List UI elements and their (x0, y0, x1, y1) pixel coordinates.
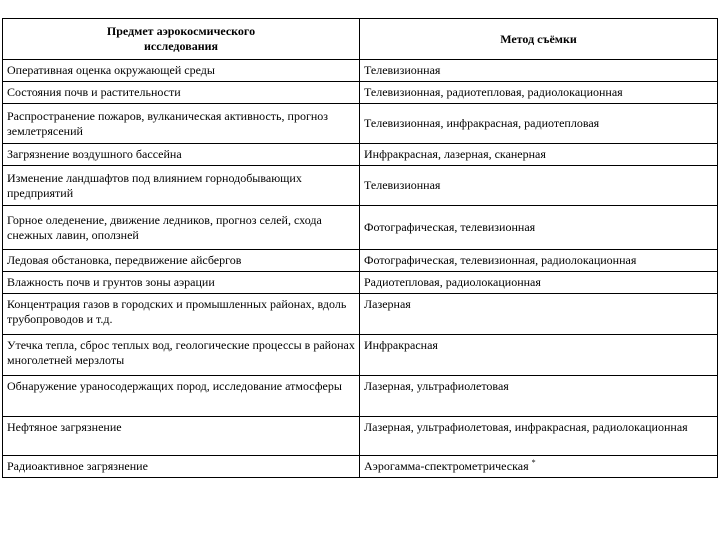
subject-cell: Концентрация газов в городских и промышленных районах, вдоль трубопроводов и т.д. (3, 294, 360, 335)
method-cell: Фотографическая, телевизионная, радиолокационная (360, 250, 718, 272)
subject-cell: Горное оледенение, движение ледников, прогноз селей, схода снежных лавин, оползней (3, 206, 360, 250)
method-cell: Телевизионная (360, 60, 718, 82)
footnote-mark: * (531, 458, 536, 467)
method-cell: Телевизионная (360, 166, 718, 206)
subject-cell: Оперативная оценка окружающей среды (3, 60, 360, 82)
header-method: Метод съёмки (360, 19, 718, 60)
table-row (3, 294, 718, 335)
header-row (3, 19, 718, 60)
method-cell: Телевизионная, радиотепловая, радиолокационная (360, 82, 718, 104)
method-cell: Инфракрасная (360, 335, 718, 376)
method-cell: Фотографическая, телевизионная (360, 206, 718, 250)
method-cell: Инфракрасная, лазерная, сканерная (360, 144, 718, 166)
table-row (3, 272, 718, 294)
subject-cell: Изменение ландшафтов под влиянием горнодобывающих предприятий (3, 166, 360, 206)
method-cell: Телевизионная, инфракрасная, радиотепловая (360, 104, 718, 144)
survey-methods-table (2, 18, 718, 478)
method-cell (360, 456, 718, 478)
subject-cell: Распространение пожаров, вулканическая активность, прогноз землетрясений (3, 104, 360, 144)
header-subject: Предмет аэрокосмического исследования (3, 19, 360, 60)
subject-cell: Влажность почв и грунтов зоны аэрации (3, 272, 360, 294)
table-row (3, 376, 718, 417)
table-row (3, 104, 718, 144)
subject-cell: Состояния почв и растительности (3, 82, 360, 104)
table-row (3, 206, 718, 250)
subject-cell: Радиоактивное загрязнение (3, 456, 360, 478)
method-cell: Лазерная (360, 294, 718, 335)
table-row (3, 82, 718, 104)
table-row (3, 60, 718, 82)
method-cell: Радиотепловая, радиолокационная (360, 272, 718, 294)
method-cell: Лазерная, ультрафиолетовая (360, 376, 718, 417)
subject-cell: Ледовая обстановка, передвижение айсбергов (3, 250, 360, 272)
subject-cell: Нефтяное загрязнение (3, 417, 360, 456)
table-row (3, 250, 718, 272)
subject-cell: Обнаружение ураносодержащих пород, исследование атмосферы (3, 376, 360, 417)
method-text: Аэрогамма-спектрометрическая (364, 459, 529, 473)
table-row (3, 166, 718, 206)
subject-cell: Утечка тепла, сброс теплых вод, геологические процессы в районах многолетней мерзлоты (3, 335, 360, 376)
table-row (3, 144, 718, 166)
method-cell: Лазерная, ультрафиолетовая, инфракрасная, радиолокационная (360, 417, 718, 456)
subject-cell: Загрязнение воздушного бассейна (3, 144, 360, 166)
table-row (3, 417, 718, 456)
table-row (3, 456, 718, 478)
table-row (3, 335, 718, 376)
